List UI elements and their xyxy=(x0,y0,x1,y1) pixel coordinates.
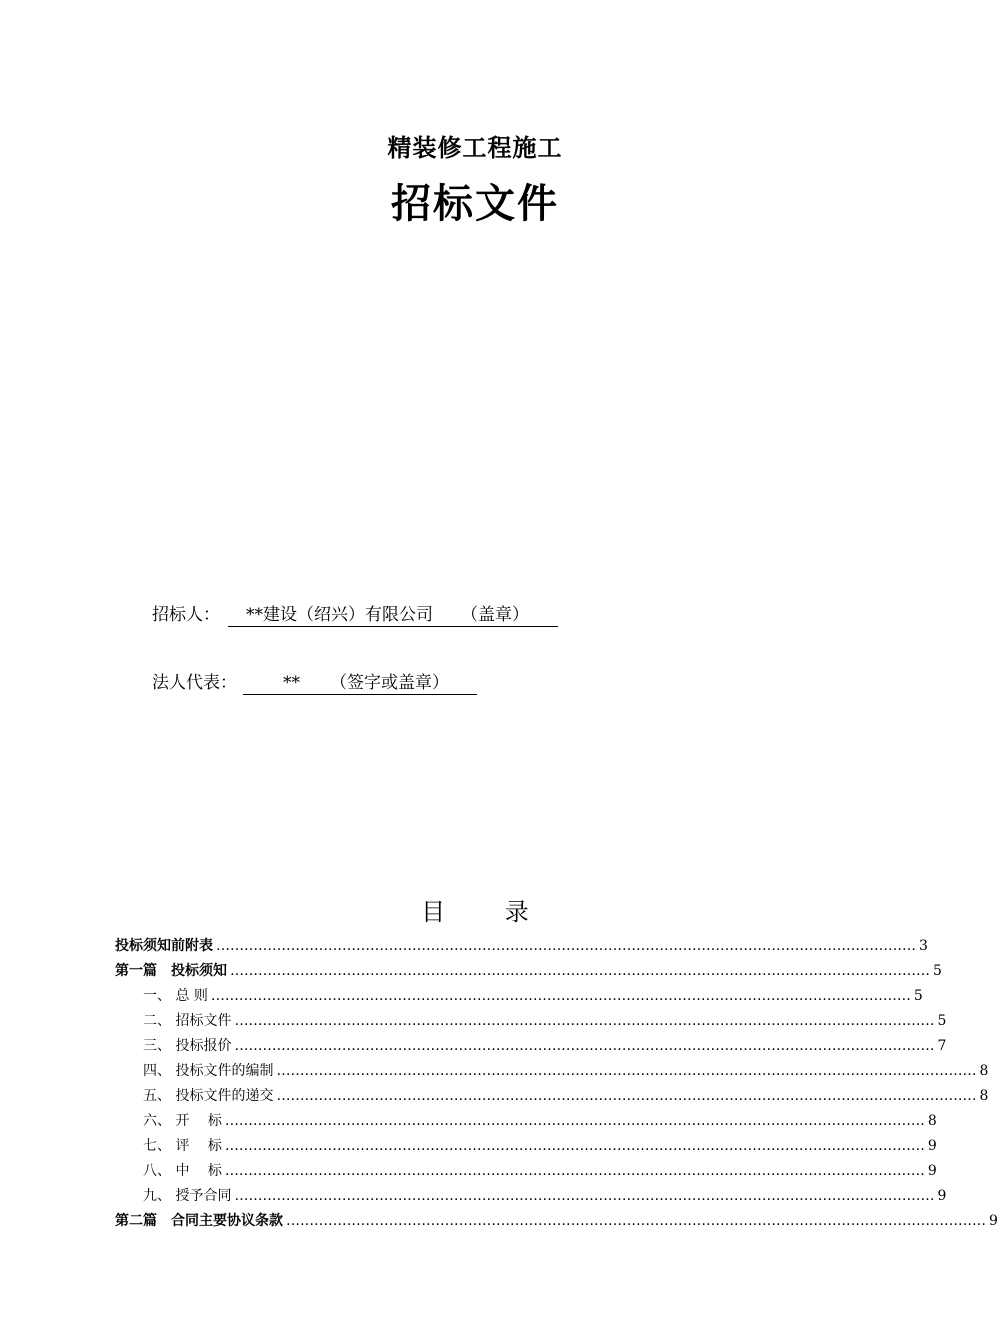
legal-rep-seal: （签字或盖章） xyxy=(330,673,449,693)
toc-item-label: 三、 投标报价 xyxy=(143,1038,232,1054)
toc-item-page: 8 xyxy=(927,1113,937,1129)
toc-leader: …………………………………………………………………………………………………………………………………… xyxy=(276,1063,977,1079)
toc-item[interactable] xyxy=(115,1160,937,1182)
toc-item-page: 9 xyxy=(937,1188,947,1204)
toc-item-label: 九、 授予合同 xyxy=(143,1188,232,1204)
tenderer-value-line xyxy=(228,600,558,627)
toc-item-page: 7 xyxy=(937,1038,947,1054)
toc-item[interactable] xyxy=(115,935,928,957)
toc-item-page: 8 xyxy=(979,1088,989,1104)
toc-item[interactable] xyxy=(115,1010,947,1032)
toc-title: 目 录 xyxy=(421,898,555,926)
toc-item[interactable] xyxy=(115,1035,947,1057)
toc-item-label: 一、 总 则 xyxy=(143,988,208,1004)
toc-item-label: 五、 投标文件的递交 xyxy=(143,1088,274,1104)
toc-item[interactable] xyxy=(115,1210,998,1232)
toc-item[interactable] xyxy=(115,1085,989,1107)
toc-item-label: 八、 中 标 xyxy=(143,1163,222,1179)
toc-leader: …………………………………………………………………………………………………………………………………… xyxy=(276,1088,977,1104)
toc-leader: …………………………………………………………………………………………………………………………………… xyxy=(224,1138,925,1154)
toc-item-label: 四、 投标文件的编制 xyxy=(143,1063,274,1079)
toc-leader: …………………………………………………………………………………………………………………………………… xyxy=(286,1213,986,1229)
toc-leader: …………………………………………………………………………………………………………………………………… xyxy=(230,963,930,979)
legal-rep-label: 法人代表： xyxy=(152,673,237,693)
toc-leader: …………………………………………………………………………………………………………………………………… xyxy=(234,1013,935,1029)
toc-item-label: 六、 开 标 xyxy=(143,1113,222,1129)
toc-leader: …………………………………………………………………………………………………………………………………… xyxy=(224,1113,925,1129)
toc-item[interactable] xyxy=(115,960,942,982)
legal-rep-field xyxy=(152,668,477,695)
toc-item-label: 二、 招标文件 xyxy=(143,1013,232,1029)
tenderer-seal: （盖章） xyxy=(461,605,529,625)
toc-item-label: 投标须知前附表 xyxy=(115,938,213,954)
toc-leader: …………………………………………………………………………………………………………………………………… xyxy=(234,1038,935,1054)
toc-item-label: 第二篇 合同主要协议条款 xyxy=(115,1213,283,1229)
toc-item[interactable] xyxy=(115,1135,937,1157)
toc-item-page: 8 xyxy=(979,1063,989,1079)
toc-leader: …………………………………………………………………………………………………………………………………… xyxy=(224,1163,925,1179)
toc-item[interactable] xyxy=(115,1110,937,1132)
toc-item-page: 3 xyxy=(919,938,928,954)
toc-item[interactable] xyxy=(115,985,923,1007)
toc-item-page: 9 xyxy=(989,1213,998,1229)
toc-item[interactable] xyxy=(115,1060,989,1082)
toc-item-page: 5 xyxy=(913,988,923,1004)
toc-item-page: 5 xyxy=(937,1013,947,1029)
document-title: 招标文件 xyxy=(391,180,559,227)
legal-rep-value: ** xyxy=(283,673,300,693)
toc-leader: …………………………………………………………………………………………………………………………………… xyxy=(210,988,911,1004)
toc-item-label: 七、 评 标 xyxy=(143,1138,222,1154)
toc-leader: …………………………………………………………………………………………………………………………………… xyxy=(216,938,916,954)
toc-item-page: 9 xyxy=(927,1163,937,1179)
toc-item[interactable] xyxy=(115,1185,947,1207)
tenderer-label: 招标人： xyxy=(152,605,220,625)
toc-item-page: 9 xyxy=(927,1138,937,1154)
tenderer-field xyxy=(152,600,558,627)
legal-rep-value-line xyxy=(243,668,477,695)
document-subtitle: 精装修工程施工 xyxy=(387,133,563,162)
tenderer-value: **建设（绍兴）有限公司 xyxy=(246,605,433,625)
toc-item-page: 5 xyxy=(933,963,942,979)
toc-item-label: 第一篇 投标须知 xyxy=(115,963,227,979)
toc-leader: …………………………………………………………………………………………………………………………………… xyxy=(234,1188,935,1204)
